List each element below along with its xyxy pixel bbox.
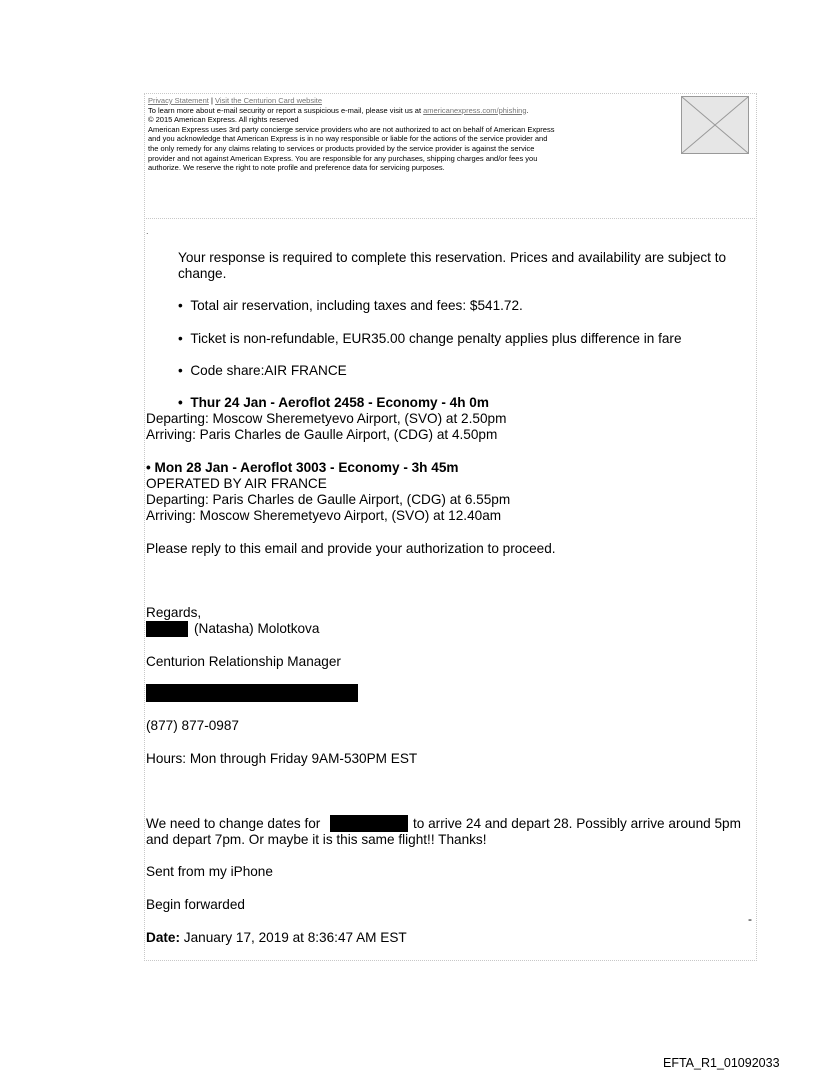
redaction-bar <box>330 815 408 832</box>
reply-text-1b: to arrive 24 and depart 28. Possibly arrive around 5pm <box>413 816 741 831</box>
phone-number: (877) 877-0987 <box>146 718 239 733</box>
regards: Regards, <box>146 605 202 620</box>
document-stamp: EFTA_R1_01092033 <box>663 1056 780 1070</box>
intro-line-2: change. <box>178 266 227 281</box>
date-label: Date: <box>146 930 180 945</box>
bullet-glyph: • <box>178 331 183 346</box>
bullet-text: Total air reservation, including taxes and fees: $541.72. <box>190 298 523 313</box>
date-line <box>146 930 407 947</box>
disclaimer-line-1: American Express uses 3rd party concierge service providers who are not authorized to act on behalf of American Express <box>148 124 555 134</box>
bullet-glyph: • <box>178 363 183 378</box>
flight-2-title: Mon 28 Jan - Aeroflot 3003 - Economy - 3h 45m <box>154 460 459 475</box>
bullet-glyph: • <box>178 395 183 410</box>
signer-name: (Natasha) Molotkova <box>194 621 320 636</box>
sent-from: Sent from my iPhone <box>146 864 273 879</box>
flight-1-header <box>178 395 489 412</box>
flight-2-departing: Departing: Paris Charles de Gaulle Airport, (CDG) at 6.55pm <box>146 492 511 507</box>
reply-request: Please reply to this email and provide your authorization to proceed. <box>146 541 556 556</box>
bullet-item <box>178 363 347 380</box>
flight-2-arriving: Arriving: Moscow Sheremetyevo Airport, (SVO) at 12.40am <box>146 508 502 523</box>
privacy-link[interactable]: Privacy Statement <box>148 96 209 105</box>
bullet-text: Code share:AIR FRANCE <box>190 363 347 378</box>
copyright: © 2015 American Express. All rights reserved <box>148 115 299 125</box>
begin-forwarded: Begin forwarded <box>146 897 245 912</box>
disclaimer-line-2: and you acknowledge that American Express is in no way responsible or liable for the actions of the service provider and <box>148 134 548 144</box>
reply-text-2: and depart 7pm. Or maybe it is this same flight!! Thanks! <box>146 832 487 847</box>
office-hours: Hours: Mon through Friday 9AM-530PM EST <box>146 751 418 766</box>
stray-dot: . <box>146 226 149 236</box>
centurion-link[interactable]: Visit the Centurion Card website <box>215 96 322 105</box>
bullet-text: Ticket is non-refundable, EUR35.00 change penalty applies plus difference in fare <box>190 331 682 346</box>
signer-title: Centurion Relationship Manager <box>146 654 341 669</box>
legal-footer: Privacy Statement | Visit the Centurion Card website To learn more about e-mail security or report a suspicious e-mail, please visit us at americanexpress.com/phishing. © 2015 American Express. All rights reserved American Express uses 3rd party concierge service providers who are not authorized to act on behalf of American Express and you acknowledge that American Express is in no way responsible or liable for the actions of the service provider and the only remedy for any claims relating to services or products provided by the service provider is against the service provider and not against American Express. You are responsible for any purchases, shipping charges and/or fees you authorize. We reserve the right to note profile and preference data for servicing purposes. <box>148 96 680 173</box>
stray-dash: - <box>748 912 752 926</box>
bullet-item <box>178 298 523 315</box>
intro-line-1: Your response is required to complete this reservation. Prices and availability are subject to <box>178 250 727 265</box>
flight-1-departing: Departing: Moscow Sheremetyevo Airport, (SVO) at 2.50pm <box>146 411 507 426</box>
flight-2-header <box>146 460 458 477</box>
bullet-glyph: • <box>146 460 151 475</box>
disclaimer-line-3: the only remedy for any claims relating to services or products provided by the service provider is against the service <box>148 143 535 153</box>
bullet-glyph: • <box>178 298 183 313</box>
redaction-bar <box>146 621 188 637</box>
flight-1-title: Thur 24 Jan - Aeroflot 2458 - Economy - 4h 0m <box>190 395 489 410</box>
bullet-item <box>178 331 682 348</box>
flight-2-operated: OPERATED BY AIR FRANCE <box>146 476 327 491</box>
date-value: January 17, 2019 at 8:36:47 AM EST <box>183 930 407 945</box>
redaction-bar <box>146 684 358 702</box>
learn-text: To learn more about e-mail security or report a suspicious e-mail, please visit us at <box>148 105 422 115</box>
phishing-link[interactable]: americanexpress.com/phishing <box>423 105 527 115</box>
broken-image-icon <box>681 96 749 154</box>
link-separator: | <box>210 96 213 105</box>
disclaimer-line-5: authorize. We reserve the right to note profile and preference data for servicing purposes. <box>148 163 445 173</box>
reply-text-1a: We need to change dates for <box>146 816 321 831</box>
disclaimer-line-4: provider and not against American Express. You are responsible for any purchases, shipping charges and/or fees you <box>148 153 538 163</box>
flight-1-arriving: Arriving: Paris Charles de Gaulle Airport, (CDG) at 4.50pm <box>146 427 498 442</box>
